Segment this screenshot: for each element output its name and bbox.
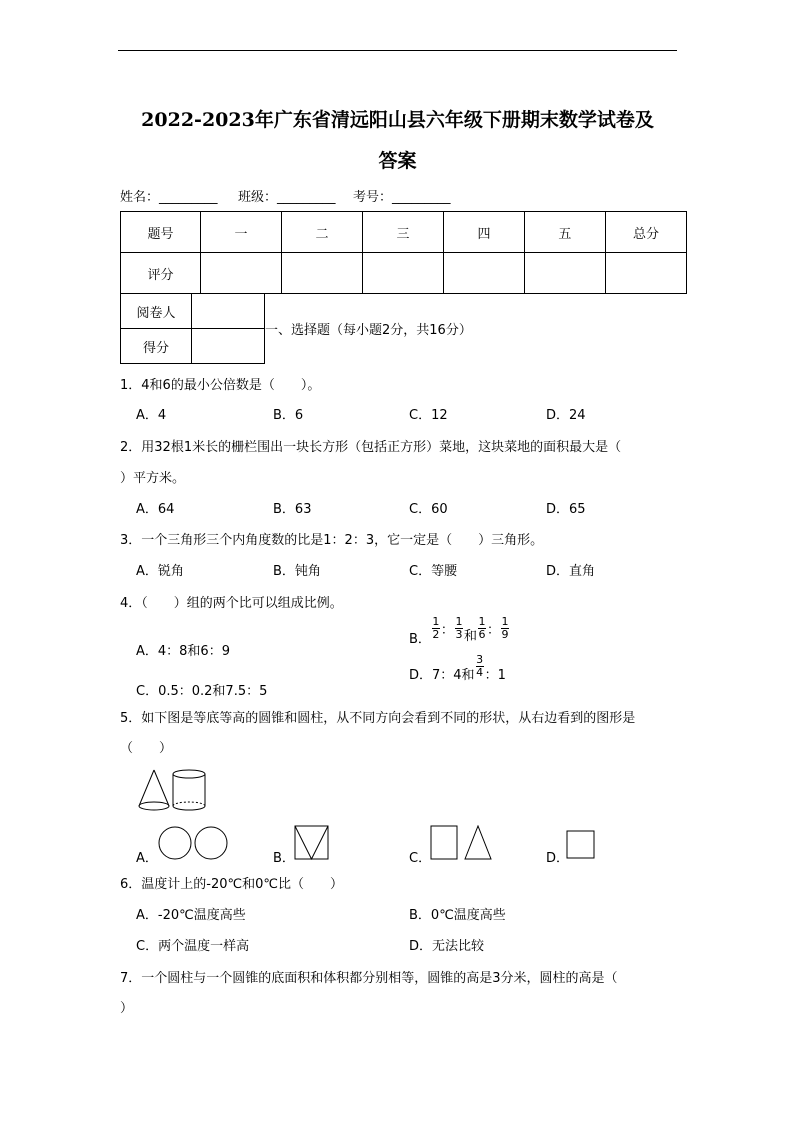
grader-box bbox=[120, 293, 265, 364]
question-2-line1: 2．用32根1米长的栅栏围出一块长方形（包括正方形）菜地，这块菜地的面积最大是（ bbox=[120, 440, 622, 455]
square-with-triangle-icon bbox=[294, 825, 330, 861]
q4-b-prefix: B． bbox=[409, 632, 431, 647]
question-7-line1: 7．一个圆柱与一个圆锥的底面积和体积都分别相等，圆锥的高是3分米，圆柱的高是（ bbox=[120, 971, 618, 986]
and-text: 和 bbox=[463, 629, 477, 644]
grader-score-label: 得分 bbox=[121, 329, 192, 364]
grader-score-cell bbox=[192, 329, 265, 364]
q1-option-b: B．6 bbox=[273, 408, 304, 423]
section-heading: 一、选择题（每小题2分，共16分） bbox=[265, 323, 472, 338]
question-5-line1: 5．如下图是等底等高的圆锥和圆柱，从不同方向会看到不同的形状，从右边看到的图形是 bbox=[120, 711, 636, 726]
q3-option-a: A．锐角 bbox=[136, 564, 184, 579]
score-cell bbox=[281, 253, 362, 294]
two-circles-icon bbox=[158, 825, 230, 861]
score-cell bbox=[605, 253, 686, 294]
score-header-cell: 四 bbox=[443, 212, 524, 253]
q5-option-d: D． bbox=[546, 851, 570, 866]
question-5-line2: （ ） bbox=[120, 741, 173, 756]
score-row-label: 评分 bbox=[121, 253, 201, 294]
q2-option-a: A．64 bbox=[136, 502, 175, 517]
q3-option-d: D．直角 bbox=[546, 564, 596, 579]
reviewer-label: 阅卷人 bbox=[121, 294, 192, 329]
fraction-ninth: $\frac{1}{9}$ bbox=[501, 615, 509, 641]
score-header-cell: 题号 bbox=[121, 212, 201, 253]
q6-option-a: A．-20℃温度高些 bbox=[136, 908, 246, 923]
document-title-line1: 2022-2023年广东省清远阳山县六年级下册期末数学试卷及 bbox=[141, 109, 654, 131]
q3-option-b: B．钝角 bbox=[273, 564, 321, 579]
q2-option-c: C．60 bbox=[409, 502, 448, 517]
q5-option-b: B． bbox=[273, 851, 295, 866]
reviewer-cell bbox=[192, 294, 265, 329]
question-2-line2: ）平方米。 bbox=[120, 471, 186, 486]
q1-option-d: D．24 bbox=[546, 408, 586, 423]
score-cell bbox=[524, 253, 605, 294]
q6-option-b: B．0℃温度高些 bbox=[409, 908, 506, 923]
fraction-half: $\frac{1}{2}$ bbox=[432, 615, 440, 641]
cone-and-cylinder-figure bbox=[136, 768, 208, 814]
question-3: 3．一个三角形三个内角度数的比是1：2：3，它一定是（ ）三角形。 bbox=[120, 533, 544, 548]
fraction-sixth: $\frac{1}{6}$ bbox=[478, 615, 486, 641]
score-table-header-row bbox=[121, 212, 687, 253]
q4-b-ratios bbox=[431, 615, 510, 644]
q3-option-c: C．等腰 bbox=[409, 564, 458, 579]
q4-d-suffix: ：1 bbox=[484, 668, 506, 683]
student-name-field: 姓名：_________ bbox=[120, 190, 218, 205]
q1-option-a: A．4 bbox=[136, 408, 167, 423]
question-7-line2: ） bbox=[120, 1001, 134, 1016]
score-header-cell: 总分 bbox=[605, 212, 686, 253]
fraction-three-quarters: $\frac{3}{4}$ bbox=[476, 653, 484, 679]
q1-option-c: C．12 bbox=[409, 408, 448, 423]
exam-number-field: 考号：_________ bbox=[353, 190, 451, 205]
document-title-line2: 答案 bbox=[378, 150, 417, 172]
q5-option-c: C． bbox=[409, 851, 432, 866]
fraction-third: $\frac{1}{3}$ bbox=[455, 615, 463, 641]
q6-option-d: D．无法比较 bbox=[409, 939, 485, 954]
q4-option-a: A．4：8和6：9 bbox=[136, 644, 230, 659]
q4-d-prefix: D．7：4和 bbox=[409, 668, 475, 683]
q4-option-c: C．0.5：0.2和7.5：5 bbox=[136, 684, 268, 699]
q4-option-b bbox=[409, 615, 510, 647]
question-6: 6．温度计上的-20℃和0℃比（ ） bbox=[120, 877, 343, 892]
score-header-cell: 二 bbox=[281, 212, 362, 253]
score-header-cell: 三 bbox=[362, 212, 443, 253]
question-1: 1．4和6的最小公倍数是（ ）。 bbox=[120, 378, 321, 393]
q5-option-a: A． bbox=[136, 851, 158, 866]
q2-option-b: B．63 bbox=[273, 502, 312, 517]
score-header-cell: 一 bbox=[201, 212, 282, 253]
q6-option-c: C．两个温度一样高 bbox=[136, 939, 250, 954]
q2-option-d: D．65 bbox=[546, 502, 586, 517]
score-header-cell: 五 bbox=[524, 212, 605, 253]
score-cell bbox=[201, 253, 282, 294]
score-table bbox=[120, 211, 687, 294]
header-rule bbox=[118, 50, 677, 51]
colon: ： bbox=[440, 623, 454, 638]
q4-option-d bbox=[409, 653, 506, 683]
score-table-row bbox=[121, 253, 687, 294]
colon: ： bbox=[486, 623, 500, 638]
rectangle-and-triangle-icon bbox=[430, 825, 494, 861]
square-icon bbox=[566, 830, 596, 860]
score-cell bbox=[362, 253, 443, 294]
class-field: 班级：_________ bbox=[238, 190, 336, 205]
question-4: 4．（ ）组的两个比可以组成比例。 bbox=[120, 596, 343, 611]
score-cell bbox=[443, 253, 524, 294]
